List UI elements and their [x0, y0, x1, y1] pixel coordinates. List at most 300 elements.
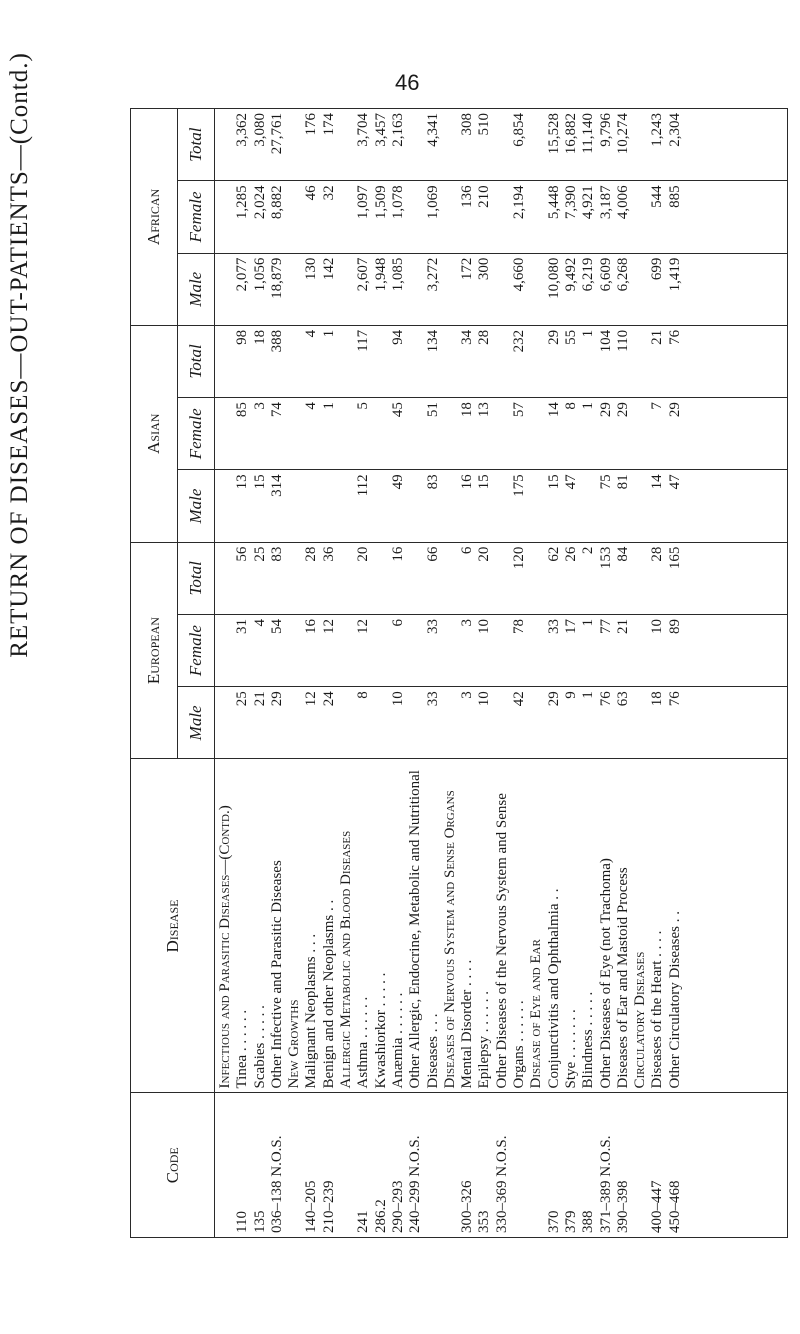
table-cell: 25	[234, 691, 251, 707]
table-cell: 13	[476, 402, 493, 418]
table-cell: 24	[320, 691, 337, 707]
table-cell: 3,272	[424, 257, 441, 292]
table-cell	[528, 402, 545, 465]
table-cell: 1,243	[649, 113, 666, 147]
table-cell	[373, 547, 390, 610]
disease-name: Other Diseases of the Nervous System and Sense Organs . . . . . .	[493, 793, 527, 1089]
table-cell	[217, 547, 234, 610]
table-cell: 10	[389, 691, 406, 707]
table-cell: 112	[355, 474, 372, 497]
page-title: RETURN OF DISEASES—OUT-PATIENTS—(Contd.)	[6, 52, 33, 658]
header-african-male: Male	[178, 253, 215, 325]
table-cell: 1	[580, 691, 597, 699]
disease-name: Tinea . . . . . .	[234, 1009, 251, 1089]
table-cell	[217, 691, 234, 754]
table-cell: 18,879	[268, 257, 285, 299]
table-cell: 5,448	[545, 185, 562, 220]
european-total-column	[215, 542, 788, 614]
disease-name: Mental Disorder . . . .	[459, 959, 476, 1089]
disease-name: Anæmia . . . . . .	[389, 992, 406, 1089]
table-cell: 6,854	[511, 113, 528, 147]
row-code: 110	[234, 1211, 251, 1233]
table-cell: 15	[251, 474, 268, 490]
group-heading: Allergic Metabolic and Blood Diseases	[338, 830, 355, 1089]
table-cell	[286, 330, 303, 393]
table-cell	[338, 474, 355, 537]
disease-name: Blindness . . . . .	[580, 991, 597, 1089]
table-cell: 3,457	[372, 113, 389, 147]
table-cell: 10	[476, 618, 493, 634]
row-code: 140–205	[303, 1180, 320, 1233]
table-cell: 84	[614, 546, 631, 562]
table-cell: 28	[303, 546, 320, 562]
table-cell: 10,274	[614, 113, 631, 155]
table-cell: 3	[459, 618, 476, 627]
table-cell: 54	[268, 618, 285, 634]
table-cell: 74	[268, 402, 285, 418]
table-cell	[286, 474, 303, 537]
table-cell: 11,140	[580, 113, 597, 154]
table-cell	[217, 185, 234, 248]
row-code: 240–299 N.O.S.	[407, 1135, 424, 1233]
table-cell: 49	[389, 474, 406, 490]
page-number: 46	[395, 70, 420, 95]
row-code: 371–389 N.O.S.	[597, 1135, 614, 1233]
table-cell: 1	[320, 402, 337, 410]
disease-name: Other Infective and Parasitic Diseases	[268, 860, 285, 1089]
table-cell	[528, 691, 545, 754]
table-cell: 57	[511, 402, 528, 418]
disease-name: Diseases of Ear and Mastoid Process	[614, 867, 631, 1089]
table-cell: 1,948	[372, 257, 389, 292]
table-cell: 10	[649, 618, 666, 634]
table-cell: 55	[562, 329, 579, 345]
table-cell: 5	[355, 402, 372, 410]
table-cell: 89	[666, 618, 683, 634]
table-cell: 29	[268, 691, 285, 707]
table-cell: 6,219	[580, 257, 597, 292]
table-cell: 4,341	[424, 113, 441, 147]
row-code: 241	[355, 1210, 372, 1233]
table-cell: 12	[355, 618, 372, 634]
table-cell	[373, 474, 390, 537]
table-cell: 16	[389, 546, 406, 562]
table-cell: 25	[251, 546, 268, 562]
table-cell: 78	[511, 618, 528, 634]
table-cell: 98	[234, 329, 251, 345]
table-cell: 62	[545, 546, 562, 562]
table-cell: 9	[562, 691, 579, 699]
table-cell	[338, 185, 355, 248]
table-cell: 885	[666, 185, 683, 208]
table-cell	[442, 547, 459, 610]
header-asian-female: Female	[178, 398, 215, 470]
table-cell	[338, 619, 355, 682]
table-cell: 9,492	[562, 257, 579, 292]
table-cell	[632, 330, 649, 393]
table-cell: 31	[234, 618, 251, 634]
table-cell: 12	[303, 691, 320, 707]
table-cell	[442, 113, 459, 176]
table-cell	[217, 402, 234, 465]
table-cell	[217, 330, 234, 393]
header-european-female: Female	[178, 614, 215, 686]
table-cell: 1,097	[355, 185, 372, 220]
table-cell: 13	[234, 474, 251, 490]
table-cell: 130	[303, 257, 320, 281]
table-cell: 20	[476, 546, 493, 562]
row-code: 135	[251, 1210, 268, 1233]
disease-name: Other Allergic, Endocrine, Metabolic and Nutritional Diseases . . .	[407, 770, 441, 1089]
table-cell: 36	[320, 546, 337, 562]
table-cell: 77	[597, 618, 614, 634]
table-cell	[528, 185, 545, 248]
table-cell: 27,761	[268, 113, 285, 155]
table-cell: 34	[459, 329, 476, 345]
table-cell: 29	[666, 402, 683, 418]
table-cell: 6	[389, 618, 406, 627]
table-cell: 94	[389, 329, 406, 345]
table-cell: 6,268	[614, 257, 631, 292]
table-cell	[528, 258, 545, 321]
table-cell: 29	[545, 329, 562, 345]
disease-name: Benign and other Neoplasms . .	[320, 899, 337, 1089]
row-code	[632, 1097, 649, 1233]
european-female-column	[215, 614, 788, 686]
table-cell: 17	[562, 618, 579, 634]
table-cell	[528, 330, 545, 393]
table-cell: 15	[545, 474, 562, 490]
table-cell: 10	[476, 691, 493, 707]
table-cell	[632, 402, 649, 465]
table-cell: 142	[320, 257, 337, 281]
header-asian: Asian	[131, 325, 178, 542]
disease-name: Kwashiorkor . . . . .	[372, 972, 389, 1089]
table-cell: 388	[268, 329, 285, 353]
disease-name: Scabies . . . . .	[251, 1005, 268, 1089]
row-code	[528, 1097, 545, 1233]
row-code: 036–138 N.O.S.	[268, 1135, 285, 1233]
table-cell: 16	[459, 474, 476, 490]
table-cell: 6	[459, 546, 476, 555]
table-cell	[373, 619, 390, 682]
table-cell: 1	[320, 329, 337, 338]
table-cell: 16,882	[562, 113, 579, 155]
table-cell: 544	[649, 185, 666, 208]
header-asian-male: Male	[178, 470, 215, 542]
row-code: 450–468	[666, 1180, 683, 1233]
table-cell: 510	[476, 113, 493, 136]
table-cell: 66	[424, 546, 441, 562]
table-cell: 75	[597, 474, 614, 490]
row-code: 290–293	[389, 1180, 406, 1233]
table-cell: 21	[614, 618, 631, 634]
table-cell	[217, 258, 234, 321]
disease-name: Other Circulatory Diseases . .	[666, 911, 683, 1089]
table-cell: 2,194	[511, 185, 528, 220]
row-code: 286.2	[372, 1199, 389, 1233]
code-column	[215, 1093, 788, 1238]
header-european-total: Total	[178, 542, 215, 614]
table-cell: 2	[580, 546, 597, 555]
row-code: 370	[545, 1210, 562, 1233]
table-cell: 51	[424, 402, 441, 418]
disease-name: Stye . . . . . . .	[562, 1009, 579, 1089]
disease-column	[215, 759, 788, 1093]
table-cell	[286, 619, 303, 682]
table-cell: 76	[666, 691, 683, 707]
table-cell	[338, 691, 355, 754]
table-cell: 7	[649, 402, 666, 410]
table-cell: 29	[597, 402, 614, 418]
disease-name: Other Diseases of Eye (not Trachoma)	[597, 858, 614, 1089]
table-cell: 2,607	[355, 257, 372, 292]
table-cell: 18	[459, 402, 476, 418]
table-cell: 85	[234, 402, 251, 418]
table-cell: 4	[251, 618, 268, 627]
table-cell: 176	[303, 113, 320, 136]
table-body-row	[215, 109, 788, 1238]
table-cell	[632, 619, 649, 682]
table-cell: 47	[666, 474, 683, 490]
table	[130, 108, 788, 1238]
table-cell	[442, 474, 459, 537]
table-cell: 2,024	[251, 185, 268, 220]
table-cell: 10,080	[545, 257, 562, 299]
table-cell: 174	[320, 113, 337, 136]
table-cell: 18	[649, 691, 666, 707]
table-cell	[303, 474, 320, 537]
table-cell	[286, 547, 303, 610]
asian-female-column	[215, 398, 788, 470]
table-cell: 1,285	[234, 185, 251, 220]
table-cell: 136	[459, 185, 476, 208]
table-cell	[632, 691, 649, 754]
table-cell	[580, 474, 597, 537]
table-cell	[373, 402, 390, 465]
table-cell: 15	[476, 474, 493, 490]
table-cell: 45	[389, 402, 406, 418]
header-european-male: Male	[178, 687, 215, 759]
table-cell: 21	[251, 691, 268, 707]
table-cell: 210	[476, 185, 493, 208]
header-african: African	[131, 109, 178, 326]
row-code: 400–447	[649, 1180, 666, 1233]
table-cell: 18	[251, 329, 268, 345]
african-male-column	[215, 253, 788, 325]
table-cell: 1	[580, 329, 597, 338]
row-code: 330–369 N.O.S.	[493, 1135, 510, 1233]
table-cell	[442, 691, 459, 754]
table-cell	[338, 330, 355, 393]
row-code: 353	[476, 1210, 493, 1233]
table-cell: 28	[649, 546, 666, 562]
table-cell: 15,528	[545, 113, 562, 155]
table-cell: 699	[649, 257, 666, 281]
table-cell	[286, 113, 303, 176]
table-cell	[338, 113, 355, 176]
table-cell: 1	[580, 618, 597, 627]
table-cell: 117	[355, 329, 372, 352]
table-cell: 1,069	[424, 185, 441, 220]
table-cell: 232	[511, 329, 528, 353]
table-cell	[528, 619, 545, 682]
table-cell	[338, 547, 355, 610]
table-cell: 1,509	[372, 185, 389, 220]
table-cell	[286, 402, 303, 465]
table-cell: 47	[562, 474, 579, 490]
table-cell: 81	[614, 474, 631, 490]
table-cell	[632, 547, 649, 610]
table-cell: 29	[545, 691, 562, 707]
header-disease: Disease	[131, 759, 215, 1093]
table-cell: 1	[580, 402, 597, 410]
table-cell	[286, 258, 303, 321]
table-cell	[286, 691, 303, 754]
table-cell: 134	[424, 329, 441, 353]
table-cell	[217, 113, 234, 176]
table-cell: 33	[424, 691, 441, 707]
table-cell: 7,390	[562, 185, 579, 220]
table-cell: 4	[303, 329, 320, 338]
header-asian-total: Total	[178, 325, 215, 397]
table-cell: 314	[268, 474, 285, 497]
table-cell: 16	[303, 618, 320, 634]
table-cell: 1,085	[389, 257, 406, 292]
table-cell: 4,660	[511, 257, 528, 292]
table-cell: 172	[459, 257, 476, 281]
row-code: 390–398	[614, 1180, 631, 1233]
group-heading: Diseases of Nervous System and Sense Organs	[441, 790, 458, 1089]
table-cell: 83	[268, 546, 285, 562]
table-cell	[373, 330, 390, 393]
table-cell: 1,056	[251, 257, 268, 292]
table-cell: 3	[251, 402, 268, 410]
table-cell: 6,609	[597, 257, 614, 292]
table-cell	[373, 691, 390, 754]
header-code: Code	[131, 1093, 215, 1238]
table-cell: 110	[614, 329, 631, 352]
disease-name: Diseases of the Heart . . . .	[649, 930, 666, 1089]
table-cell: 120	[511, 546, 528, 570]
table-cell: 3	[459, 691, 476, 699]
row-code: 300–326	[459, 1180, 476, 1233]
table-cell: 1,419	[666, 257, 683, 292]
row-code	[442, 1097, 459, 1233]
table-cell	[217, 619, 234, 682]
group-heading: New Growths	[286, 999, 303, 1089]
table-cell: 9,796	[597, 113, 614, 147]
row-code: 379	[562, 1210, 579, 1233]
asian-male-column	[215, 470, 788, 542]
table-cell: 63	[614, 691, 631, 707]
table-cell: 29	[614, 402, 631, 418]
table-cell: 308	[459, 113, 476, 136]
table-cell: 8,882	[268, 185, 285, 220]
table-cell: 21	[649, 329, 666, 345]
table-cell: 28	[476, 329, 493, 345]
table-cell	[338, 258, 355, 321]
table-cell: 3,187	[597, 185, 614, 220]
disease-return-table	[130, 108, 788, 1238]
table-cell	[217, 474, 234, 537]
table-cell: 165	[666, 546, 683, 570]
table-cell: 56	[234, 546, 251, 562]
table-cell: 14	[545, 402, 562, 418]
table-cell: 33	[424, 618, 441, 634]
table-cell	[528, 547, 545, 610]
table-cell: 4	[303, 402, 320, 410]
table-cell: 2,304	[666, 113, 683, 147]
table-cell: 14	[649, 474, 666, 490]
table-cell	[528, 113, 545, 176]
table-cell	[442, 619, 459, 682]
row-code	[338, 1097, 355, 1233]
table-cell: 2,077	[234, 257, 251, 292]
table-cell: 20	[355, 546, 372, 562]
table-cell: 46	[303, 185, 320, 201]
table-cell: 33	[545, 618, 562, 634]
disease-name: Conjunctivitis and Ophthalmia . .	[545, 888, 562, 1089]
african-total-column	[215, 109, 788, 181]
table-cell: 3,080	[251, 113, 268, 147]
african-female-column	[215, 181, 788, 253]
group-heading: Disease of Eye and Ear	[528, 939, 545, 1089]
table-cell	[528, 474, 545, 537]
table-cell	[338, 402, 355, 465]
european-male-column	[215, 687, 788, 759]
header-european: European	[131, 542, 178, 759]
table-cell	[286, 185, 303, 248]
table-cell: 1,078	[389, 185, 406, 220]
group-heading: Infectious and Parasitic Diseases—(Contd.)	[217, 805, 233, 1089]
table-cell: 8	[355, 691, 372, 699]
table-cell	[321, 474, 338, 537]
table-cell: 76	[597, 691, 614, 707]
table-cell	[632, 185, 649, 248]
table-cell: 4,921	[580, 185, 597, 220]
table-cell: 76	[666, 329, 683, 345]
table-cell: 42	[511, 691, 528, 707]
table-cell: 3,704	[355, 113, 372, 147]
table-cell: 12	[320, 618, 337, 634]
disease-name: Malignant Neoplasms . . .	[303, 933, 320, 1089]
table-cell: 153	[597, 546, 614, 570]
table-cell	[442, 185, 459, 248]
group-heading: Circulatory Diseases	[632, 951, 649, 1089]
table-cell	[442, 402, 459, 465]
table-cell	[442, 258, 459, 321]
table-cell: 3,362	[234, 113, 251, 147]
table-cell: 8	[562, 402, 579, 410]
table-cell	[632, 113, 649, 176]
disease-name: Asthma . . . . . .	[355, 996, 372, 1089]
table-cell: 2,163	[389, 113, 406, 147]
row-code	[217, 1097, 234, 1233]
asian-total-column	[215, 325, 788, 397]
row-code: 210–239	[320, 1180, 337, 1233]
table-cell: 83	[424, 474, 441, 490]
table-cell	[632, 258, 649, 321]
table-cell: 26	[562, 546, 579, 562]
header-african-total: Total	[178, 109, 215, 181]
header-african-female: Female	[178, 181, 215, 253]
disease-name: Epilepsy . . . . . .	[476, 990, 493, 1089]
table-cell	[442, 330, 459, 393]
table-cell: 104	[597, 329, 614, 353]
row-code	[286, 1097, 303, 1233]
table-cell: 300	[476, 257, 493, 281]
